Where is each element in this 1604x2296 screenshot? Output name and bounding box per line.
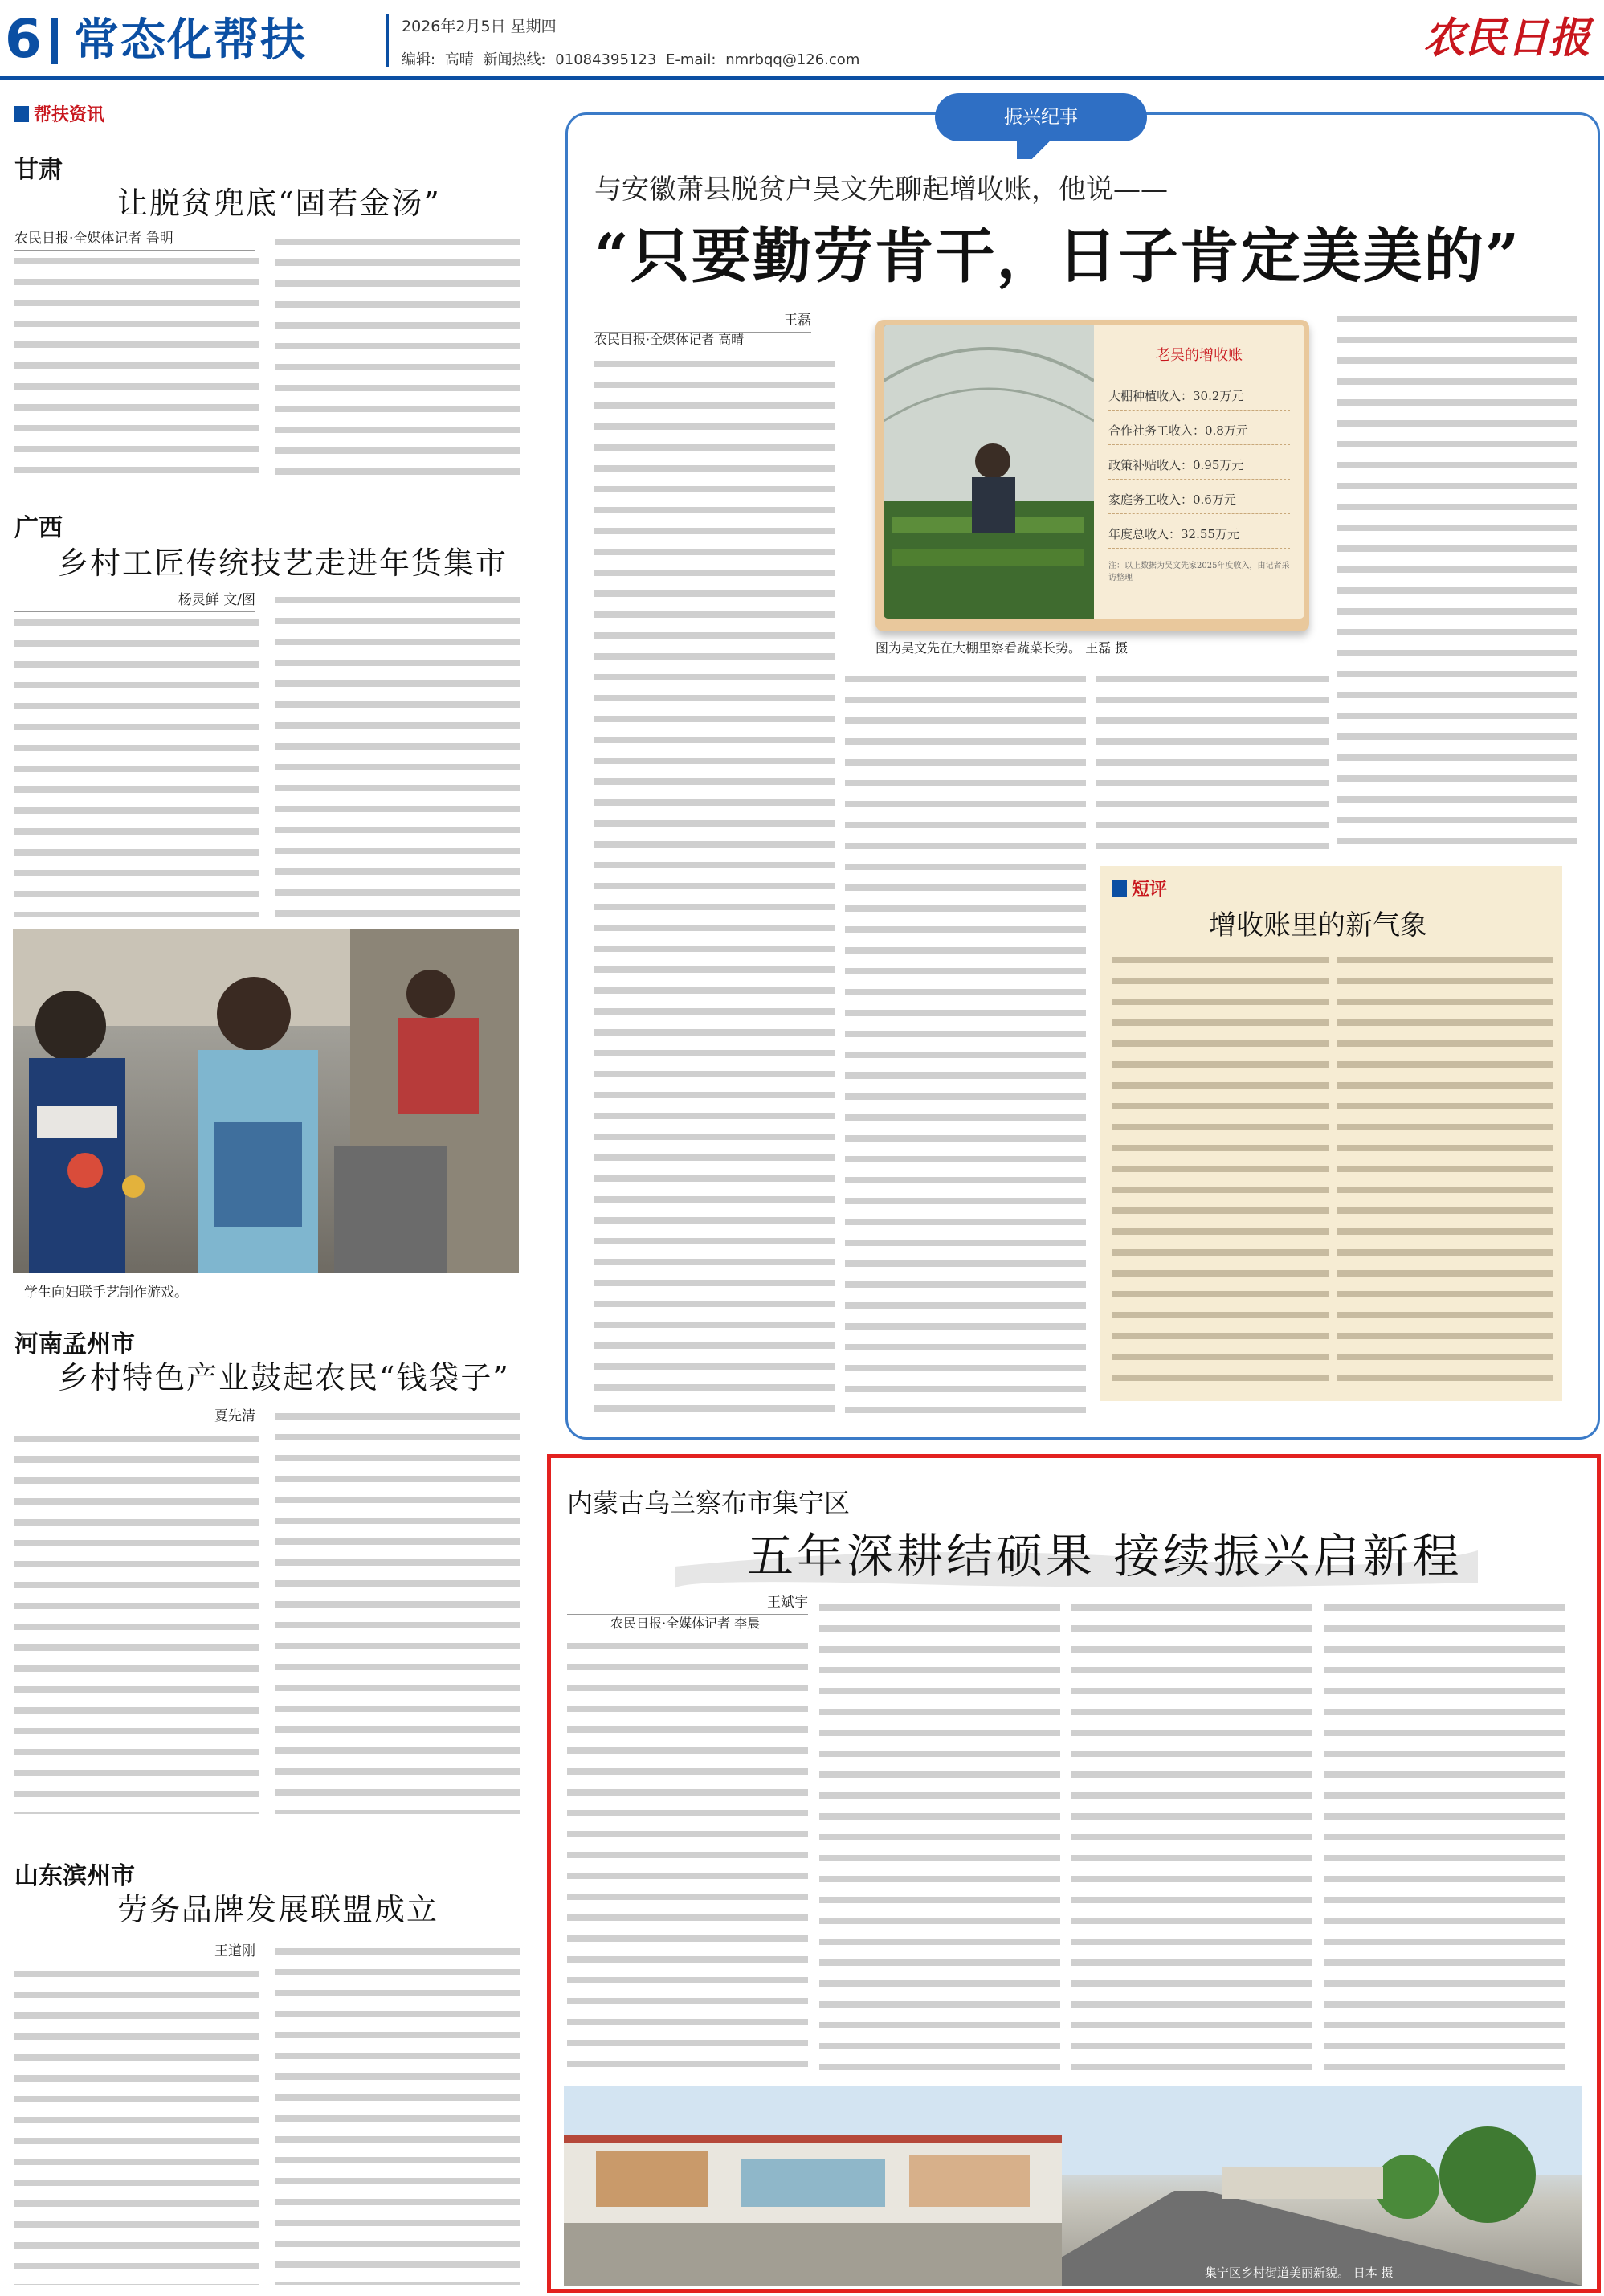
article-body — [14, 1428, 259, 1814]
editor-contact-line: 编辑: 高晴 新闻热线: 01084395123 E-mail: nmrbqq@126.com — [402, 51, 860, 68]
article-region: 广西 — [14, 514, 63, 542]
masthead-divider — [386, 14, 389, 67]
article-headline[interactable]: 让脱贫兜底“固若金汤” — [117, 186, 441, 221]
section-tag — [14, 101, 104, 126]
feature-body — [845, 668, 1086, 1414]
newspaper-logo: 农民日报 — [1423, 14, 1591, 63]
special-report-body — [567, 1636, 808, 2074]
special-report-body — [1324, 1597, 1565, 2074]
special-report-body — [819, 1597, 1060, 2074]
ledger-footnote: 注：以上数据为吴文先家2025年度收入，由记者采访整理 — [1108, 562, 1290, 582]
article-region: 河南孟州市 — [14, 1330, 135, 1358]
commentary-tag-label: 短评 — [1132, 880, 1168, 900]
article-byline: 王道刚 — [14, 1939, 255, 1963]
feature-body — [594, 353, 835, 1414]
masthead — [0, 0, 1604, 80]
page-number-divider — [51, 18, 58, 64]
commentary-title[interactable]: 增收账里的新气象 — [1209, 909, 1427, 942]
special-report-title[interactable]: 五年深耕结硕果 接续振兴启新程 — [747, 1529, 1463, 1583]
ledger-title: 老吴的增收账 — [1156, 347, 1243, 364]
special-report-region: 内蒙古乌兰察布市集宁区 — [567, 1488, 851, 1518]
village-photo-caption: 集宁区乡村街道美丽新貌。 日本 摄 — [1205, 2265, 1394, 2280]
ledger-row: 家庭务工收入：0.6万元 — [1108, 480, 1290, 514]
article-headline[interactable]: 乡村工匠传统技艺走进年货集市 — [58, 545, 508, 581]
feature-byline: 农民日报·全媒体记者 高晴 — [594, 332, 745, 347]
village-street-photo — [564, 2086, 1582, 2286]
commentary-tag-icon — [1112, 880, 1127, 897]
greenhouse-photo-illustration — [884, 325, 1094, 619]
ledger-row: 年度总收入：32.55万元 — [1108, 514, 1290, 549]
special-report-photographer: 王斌宇 — [567, 1591, 808, 1615]
article-headline[interactable]: 乡村特色产业鼓起农民“钱袋子” — [58, 1360, 510, 1395]
commentary-body — [1112, 950, 1329, 1388]
ledger-row: 大棚种植收入：30.2万元 — [1108, 376, 1290, 411]
section-tag-icon — [14, 106, 29, 122]
artisan-photo-illustration — [13, 929, 519, 1273]
article-body — [14, 612, 259, 917]
feature-pill-pointer — [1017, 141, 1065, 159]
page-number: 6 — [5, 8, 42, 70]
article-byline: 夏先清 — [14, 1404, 255, 1428]
article-headline[interactable]: 劳务品牌发展联盟成立 — [117, 1892, 439, 1927]
commentary-tag — [1112, 876, 1167, 901]
article-body — [275, 1406, 520, 1814]
feature-byline-photographer: 王磊 — [594, 308, 811, 333]
special-report-byline: 农民日报·全媒体记者 李晨 — [610, 1616, 761, 1631]
village-street-illustration — [564, 2086, 1582, 2286]
article-region: 甘肃 — [14, 156, 63, 184]
ledger-page — [1094, 325, 1304, 619]
feature-title[interactable]: “只要勤劳肯干，日子肯定美美的” — [594, 222, 1521, 291]
article-body — [275, 590, 520, 917]
feature-pill-label: 振兴纪事 — [935, 93, 1147, 141]
photo-caption: 学生向妇联手艺制作游戏。 — [24, 1285, 188, 1301]
section-tag-label: 帮扶资讯 — [34, 105, 105, 125]
special-report-body — [1071, 1597, 1312, 2074]
article-byline: 农民日报·全媒体记者 鲁明 — [14, 227, 255, 251]
issue-date: 2026年2月5日 星期四 — [402, 18, 557, 35]
feature-body — [1337, 308, 1577, 850]
article-region: 山东滨州市 — [14, 1862, 135, 1890]
article-byline: 杨灵鲜 文/图 — [14, 588, 255, 612]
feature-body — [1096, 668, 1329, 850]
feature-subtitle: 与安徽萧县脱贫户吴文先聊起增收账，他说—— — [594, 174, 1168, 206]
artisan-photo — [13, 929, 519, 1273]
article-body — [14, 1963, 259, 2285]
ledger-row: 合作社务工收入：0.8万元 — [1108, 411, 1290, 445]
ledger-row: 政策补贴收入：0.95万元 — [1108, 445, 1290, 480]
article-body — [275, 231, 520, 485]
feature-photo-caption: 图为吴文先在大棚里察看蔬菜长势。 王磊 摄 — [875, 640, 1129, 656]
article-body — [275, 1941, 520, 2285]
commentary-body — [1337, 950, 1553, 1388]
article-body — [14, 251, 259, 485]
page-section-name: 常态化帮扶 — [74, 14, 307, 67]
farmer-photo — [884, 325, 1094, 619]
